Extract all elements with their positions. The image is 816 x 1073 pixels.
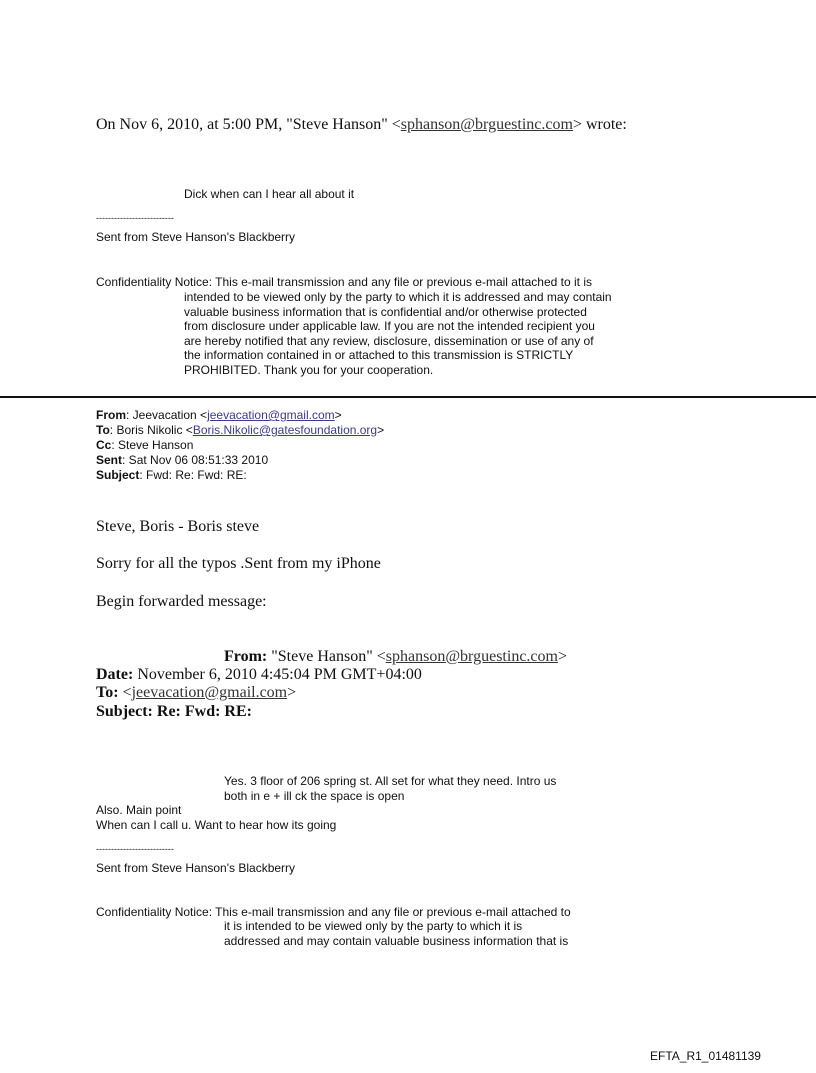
header-to	[96, 423, 384, 438]
fwd-to-label: To:	[96, 684, 119, 701]
intro-prefix: On Nov 6, 2010, at 5:00 PM, "Steve Hanson" <	[96, 116, 401, 133]
to-label: To	[96, 423, 110, 437]
header-sent	[96, 453, 268, 468]
subject-label: Subject	[96, 468, 140, 482]
msg1-notice-label: Confidentiality Notice: This e-mail transmission and any file or previous e-mail attached to it is	[96, 275, 592, 289]
msg2-line-4: When can I call u. Want to hear how its going	[96, 818, 337, 832]
intro-email-link[interactable]: sphanson@brguestinc.com	[400, 116, 573, 133]
to-email-link[interactable]: Boris.Nikolic@gatesfoundation.org	[192, 423, 378, 437]
body-line-2: Sorry for all the typos .Sent from my iPhone	[96, 555, 381, 572]
notice-line: PROHIBITED. Thank you for your cooperation.	[184, 362, 434, 377]
notice-line: intended to be viewed only by the party to which it is addressed and may contain	[184, 290, 612, 304]
fwd-subject: Subject: Re: Fwd: RE:	[96, 703, 252, 720]
msg2-notice-label: Confidentiality Notice: This e-mail transmission and any file or previous e-mail attached to	[96, 905, 571, 919]
to-name: : Boris Nikolic <	[109, 423, 193, 437]
divider-rule	[0, 396, 816, 398]
notice-line: the information contained in or attached to this transmission is STRICTLY	[184, 348, 574, 363]
subject-value: : Fwd: Re: Fwd: RE:	[139, 468, 247, 482]
msg1-signature: Sent from Steve Hanson's Blackberry	[96, 230, 296, 244]
notice-line: valuable business information that is confidential and/or otherwise protected	[184, 304, 587, 319]
header-subject	[96, 468, 247, 483]
fwd-to	[96, 684, 296, 702]
sent-label: Sent	[96, 453, 123, 467]
fwd-to-end: >	[287, 684, 297, 701]
fwd-from-email-link[interactable]: sphanson@brguestinc.com	[385, 648, 558, 665]
msg2-line-1: Yes. 3 floor of 206 spring st. All set for what they need. Intro us	[224, 774, 557, 788]
msg1-body: Dick when can I hear all about it	[184, 187, 355, 201]
msg2-line-3: Also. Main point	[96, 803, 182, 817]
fwd-from-label: From:	[224, 648, 268, 665]
fwd-from-end: >	[557, 648, 567, 665]
body-line-1: Steve, Boris - Boris steve	[96, 518, 260, 535]
fwd-from-prefix: "Steve Hanson" <	[267, 648, 386, 665]
fwd-date	[96, 666, 422, 684]
header-from	[96, 408, 342, 423]
cc-label: Cc	[96, 438, 112, 452]
fwd-date-value: November 6, 2010 4:45:04 PM GMT+04:00	[133, 666, 422, 683]
header-cc	[96, 438, 193, 453]
from-end: >	[334, 408, 342, 422]
fwd-date-label: Date:	[96, 666, 134, 683]
msg1-notice-body	[184, 290, 612, 378]
from-name: : Jeevacation <	[126, 408, 208, 422]
msg2-line-2: both in e + ill ck the space is open	[224, 789, 405, 803]
msg2-notice-body	[224, 919, 568, 948]
from-email-link[interactable]: jeevacation@gmail.com	[207, 408, 335, 422]
body-line-3: Begin forwarded message:	[96, 593, 267, 610]
notice-line: are hereby notified that any review, disclosure, dissemination or use of any of	[184, 333, 594, 348]
cc-value: : Steve Hanson	[111, 438, 194, 452]
sent-value: : Sat Nov 06 08:51:33 2010	[122, 453, 269, 467]
notice-line: addressed and may contain valuable business information that is	[224, 933, 569, 948]
msg1-separator: --------------------------	[96, 213, 174, 223]
fwd-to-email-link[interactable]: jeevacation@gmail.com	[131, 684, 288, 701]
document-id: EFTA_R1_01481139	[650, 1049, 761, 1063]
msg2-signature: Sent from Steve Hanson's Blackberry	[96, 861, 296, 875]
notice-line: from disclosure under applicable law. If you are not the intended recipient you	[184, 319, 595, 334]
intro-suffix: > wrote:	[572, 116, 627, 133]
to-end: >	[377, 423, 385, 437]
from-label: From	[96, 408, 126, 422]
notice-line: it is intended to be viewed only by the party to which it is	[224, 919, 523, 933]
fwd-from	[224, 648, 567, 666]
quoted-intro	[96, 116, 627, 134]
fwd-to-prefix: <	[118, 684, 132, 701]
msg2-separator: --------------------------	[96, 844, 174, 854]
